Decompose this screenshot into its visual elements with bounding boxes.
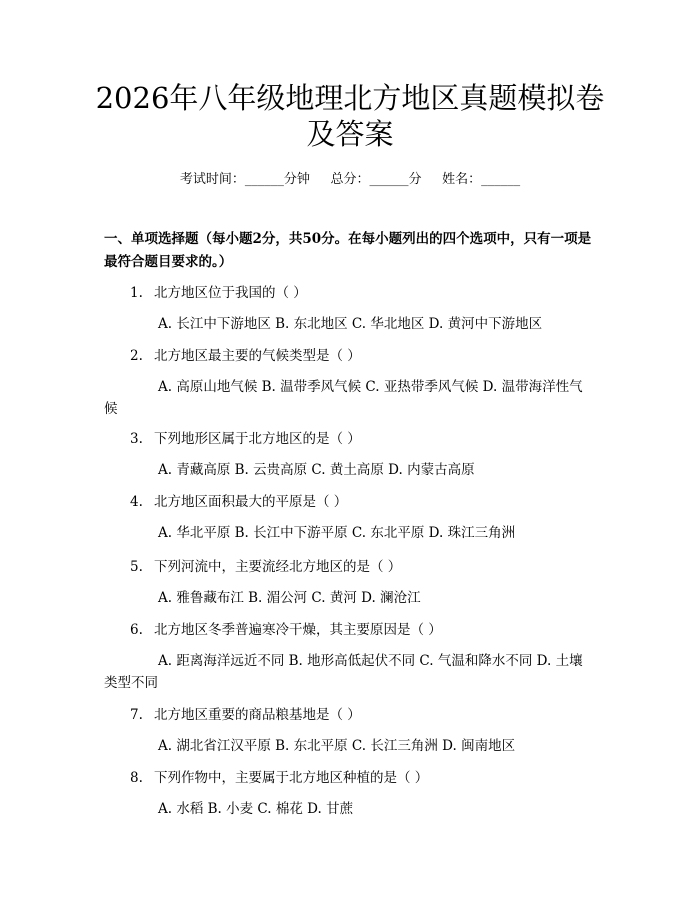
question-stem [104,428,594,450]
question-number: 2. [130,348,143,364]
question-text: 北方地区面积最大的平原是（ ） [154,494,348,510]
question-options: A. 距离海洋远近不同 B. 地形高低起伏不同 C. 气温和降水不同 D. 土壤类型不同 [104,653,583,691]
question-text: 下列地形区属于北方地区的是（ ） [154,431,361,447]
question-options: A. 长江中下游地区 B. 东北地区 C. 华北地区 D. 黄河中下游地区 [158,316,543,332]
question-number: 5. [130,559,143,575]
question-options: A. 湖北省江汉平原 B. 东北平原 C. 长江三角洲 D. 闽南地区 [158,738,516,754]
question-stem [104,704,594,726]
question-number: 6. [130,622,143,638]
section-heading: 一、单项选择题（每小题2分，共50分。在每小题列出的四个选项中，只有一项是最符合题目要求的。） [104,231,592,270]
question-stem [104,282,594,304]
question-text: 北方地区最主要的气候类型是（ ） [154,348,361,364]
question-text: 下列河流中，主要流经北方地区的是（ ） [154,559,402,575]
question-options: A. 高原山地气候 B. 温带季风气候 C. 亚热带季风气候 D. 温带海洋性气候 [104,379,583,417]
page-title: 2026年八年级地理北方地区真题模拟卷及答案 [95,81,605,151]
question-options: A. 华北平原 B. 长江中下游平原 C. 东北平原 D. 珠江三角洲 [158,525,516,541]
question-stem [104,345,594,367]
question-number: 7. [130,707,143,723]
question-stem [104,556,594,578]
question-number: 4. [130,494,143,510]
question-text: 下列作物中，主要属于北方地区种植的是（ ） [154,770,429,786]
question-number: 3. [130,431,143,447]
question-options: A. 雅鲁藏布江 B. 湄公河 C. 黄河 D. 澜沧江 [158,590,421,606]
question-options: A. 水稻 B. 小麦 C. 棉花 D. 甘蔗 [158,801,354,817]
question-stem [104,491,594,513]
question-text: 北方地区重要的商品粮基地是（ ） [154,707,361,723]
question-number: 8. [130,770,143,786]
question-text: 北方地区冬季普遍寒冷干燥，其主要原因是（ ） [154,622,442,638]
question-stem [104,619,594,641]
question-options: A. 青藏高原 B. 云贵高原 C. 黄土高原 D. 内蒙古高原 [158,462,475,478]
question-number: 1. [130,285,143,301]
question-text: 北方地区位于我国的（ ） [154,285,307,301]
question-stem [104,767,594,789]
exam-meta-line: 考试时间：______分钟 总分：______分 姓名：______ [179,172,521,187]
